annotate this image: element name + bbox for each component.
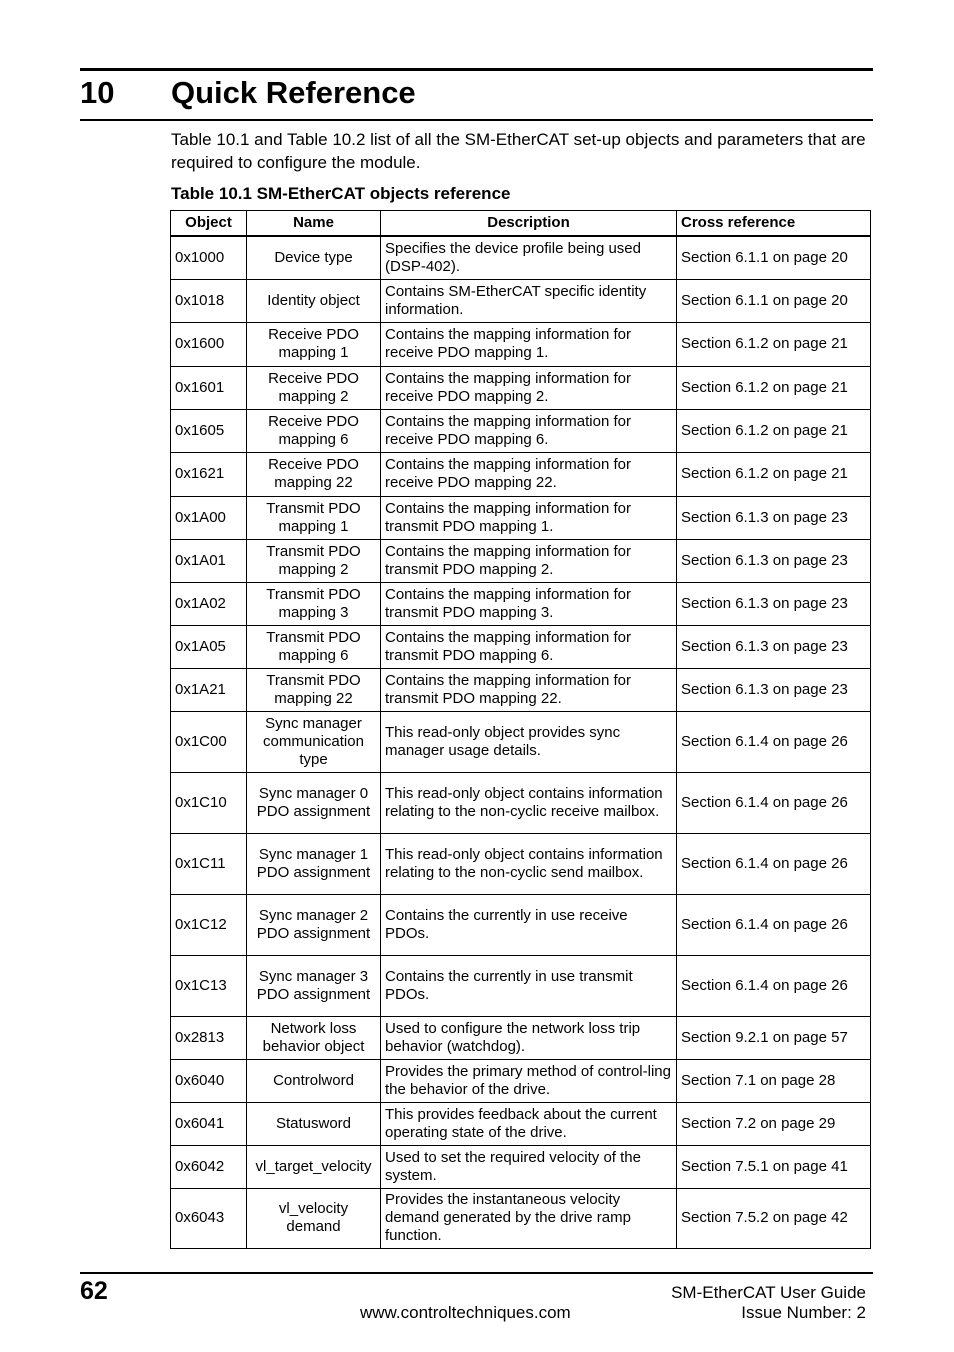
object-cell: 0x1C00 <box>171 711 247 772</box>
description-cell: Contains the mapping information for receive PDO mapping 6. <box>381 409 677 452</box>
top-rule <box>80 68 873 71</box>
name-cell: vl_target_velocity <box>247 1145 381 1188</box>
cross-reference-cell[interactable]: Section 6.1.2 on page 21 <box>677 322 871 366</box>
object-cell: 0x2813 <box>171 1016 247 1059</box>
name-cell: Transmit PDO mapping 3 <box>247 582 381 625</box>
cross-reference-cell[interactable]: Section 6.1.4 on page 26 <box>677 955 871 1016</box>
chapter-number: 10 <box>80 75 115 110</box>
table-row <box>171 1145 871 1188</box>
name-cell: Transmit PDO mapping 6 <box>247 625 381 668</box>
description-cell: Contains the mapping information for receive PDO mapping 2. <box>381 366 677 409</box>
cross-reference-cell[interactable]: Section 6.1.3 on page 23 <box>677 582 871 625</box>
object-cell: 0x1C11 <box>171 833 247 894</box>
description-cell: Contains the mapping information for transmit PDO mapping 1. <box>381 496 677 539</box>
object-cell: 0x1C13 <box>171 955 247 1016</box>
object-cell: 0x6042 <box>171 1145 247 1188</box>
cross-reference-cell[interactable]: Section 7.2 on page 29 <box>677 1102 871 1145</box>
name-cell: Identity object <box>247 279 381 322</box>
cross-reference-cell[interactable]: Section 7.1 on page 28 <box>677 1059 871 1102</box>
description-cell: This provides feedback about the current operating state of the drive. <box>381 1102 677 1145</box>
object-cell: 0x1000 <box>171 236 247 279</box>
object-cell: 0x6040 <box>171 1059 247 1102</box>
name-cell: Sync manager 3 PDO assignment <box>247 955 381 1016</box>
table-row <box>171 452 871 496</box>
table-row <box>171 894 871 955</box>
name-cell: Sync manager 2 PDO assignment <box>247 894 381 955</box>
name-cell: Receive PDO mapping 1 <box>247 322 381 366</box>
column-header-object: Object <box>171 211 247 237</box>
table-row <box>171 322 871 366</box>
page-number: 62 <box>80 1277 108 1305</box>
guide-title: SM-EtherCAT User Guide <box>671 1283 866 1302</box>
cross-reference-cell[interactable]: Section 6.1.3 on page 23 <box>677 668 871 711</box>
description-cell: Used to configure the network loss trip behavior (watchdog). <box>381 1016 677 1059</box>
cross-reference-cell[interactable]: Section 6.1.3 on page 23 <box>677 496 871 539</box>
object-cell: 0x1A01 <box>171 539 247 582</box>
table-row <box>171 772 871 833</box>
name-cell: Statusword <box>247 1102 381 1145</box>
name-cell: Device type <box>247 236 381 279</box>
table-caption: Table 10.1 SM-EtherCAT objects reference <box>171 184 511 203</box>
issue-number: Issue Number: 2 <box>741 1303 866 1322</box>
column-header-cross-reference: Cross reference <box>677 211 871 237</box>
cross-reference-cell[interactable]: Section 6.1.4 on page 26 <box>677 772 871 833</box>
object-cell: 0x6041 <box>171 1102 247 1145</box>
name-cell: Transmit PDO mapping 1 <box>247 496 381 539</box>
name-cell: Receive PDO mapping 22 <box>247 452 381 496</box>
cross-reference-cell[interactable]: Section 6.1.2 on page 21 <box>677 409 871 452</box>
object-cell: 0x1A05 <box>171 625 247 668</box>
table-row <box>171 236 871 279</box>
object-cell: 0x1C12 <box>171 894 247 955</box>
object-cell: 0x1A02 <box>171 582 247 625</box>
cross-reference-cell[interactable]: Section 7.5.1 on page 41 <box>677 1145 871 1188</box>
name-cell: Transmit PDO mapping 22 <box>247 668 381 711</box>
description-cell: Contains SM-EtherCAT specific identity information. <box>381 279 677 322</box>
object-cell: 0x1600 <box>171 322 247 366</box>
name-cell: Sync manager 0 PDO assignment <box>247 772 381 833</box>
column-header-name: Name <box>247 211 381 237</box>
objects-reference-table <box>170 210 871 1249</box>
chapter-title: Quick Reference <box>171 75 416 110</box>
description-cell: Specifies the device profile being used (DSP-402). <box>381 236 677 279</box>
table-body <box>171 236 871 1248</box>
description-cell: Contains the mapping information for receive PDO mapping 1. <box>381 322 677 366</box>
cross-reference-cell[interactable]: Section 6.1.1 on page 20 <box>677 279 871 322</box>
table-row <box>171 955 871 1016</box>
intro-paragraph: Table 10.1 and Table 10.2 list of all the SM-EtherCAT set-up objects and parameters that are required to configure the module. <box>171 130 866 172</box>
table-row <box>171 409 871 452</box>
table-header-row <box>171 211 871 237</box>
description-cell: This read-only object contains information relating to the non-cyclic receive mailbox. <box>381 772 677 833</box>
description-cell: This read-only object provides sync manager usage details. <box>381 711 677 772</box>
description-cell: Contains the mapping information for transmit PDO mapping 3. <box>381 582 677 625</box>
object-cell: 0x1605 <box>171 409 247 452</box>
description-cell: Used to set the required velocity of the system. <box>381 1145 677 1188</box>
object-cell: 0x1601 <box>171 366 247 409</box>
description-cell: Contains the mapping information for transmit PDO mapping 2. <box>381 539 677 582</box>
name-cell: Controlword <box>247 1059 381 1102</box>
cross-reference-cell[interactable]: Section 6.1.4 on page 26 <box>677 833 871 894</box>
object-cell: 0x1A21 <box>171 668 247 711</box>
object-cell: 0x1621 <box>171 452 247 496</box>
table-row <box>171 366 871 409</box>
description-cell: Contains the currently in use receive PDOs. <box>381 894 677 955</box>
cross-reference-cell[interactable]: Section 6.1.2 on page 21 <box>677 366 871 409</box>
name-cell: Sync manager 1 PDO assignment <box>247 833 381 894</box>
cross-reference-cell[interactable]: Section 7.5.2 on page 42 <box>677 1188 871 1248</box>
name-cell: Sync manager communication type <box>247 711 381 772</box>
table-row <box>171 833 871 894</box>
cross-reference-cell[interactable]: Section 6.1.1 on page 20 <box>677 236 871 279</box>
object-cell: 0x1C10 <box>171 772 247 833</box>
table-row <box>171 582 871 625</box>
description-cell: This read-only object contains information relating to the non-cyclic send mailbox. <box>381 833 677 894</box>
table-row <box>171 279 871 322</box>
table-row <box>171 539 871 582</box>
cross-reference-cell[interactable]: Section 6.1.3 on page 23 <box>677 539 871 582</box>
cross-reference-cell[interactable]: Section 6.1.4 on page 26 <box>677 894 871 955</box>
table-row <box>171 1188 871 1248</box>
description-cell: Contains the mapping information for transmit PDO mapping 6. <box>381 625 677 668</box>
description-cell: Provides the primary method of control-ling the behavior of the drive. <box>381 1059 677 1102</box>
table-row <box>171 625 871 668</box>
table-row <box>171 711 871 772</box>
website-link[interactable]: www.controltechniques.com <box>360 1303 571 1322</box>
table-row <box>171 1059 871 1102</box>
name-cell: Transmit PDO mapping 2 <box>247 539 381 582</box>
description-cell: Contains the mapping information for receive PDO mapping 22. <box>381 452 677 496</box>
description-cell: Provides the instantaneous velocity demand generated by the drive ramp function. <box>381 1188 677 1248</box>
cross-reference-cell[interactable]: Section 6.1.4 on page 26 <box>677 711 871 772</box>
name-cell: Receive PDO mapping 2 <box>247 366 381 409</box>
table-row <box>171 496 871 539</box>
table-row <box>171 1102 871 1145</box>
heading-rule <box>80 119 873 121</box>
table-row <box>171 668 871 711</box>
footer-rule <box>80 1272 873 1274</box>
description-cell: Contains the mapping information for transmit PDO mapping 22. <box>381 668 677 711</box>
cross-reference-cell[interactable]: Section 6.1.2 on page 21 <box>677 452 871 496</box>
object-cell: 0x1018 <box>171 279 247 322</box>
column-header-description: Description <box>381 211 677 237</box>
name-cell: Receive PDO mapping 6 <box>247 409 381 452</box>
name-cell: vl_velocity demand <box>247 1188 381 1248</box>
name-cell: Network loss behavior object <box>247 1016 381 1059</box>
object-cell: 0x6043 <box>171 1188 247 1248</box>
table-row <box>171 1016 871 1059</box>
object-cell: 0x1A00 <box>171 496 247 539</box>
description-cell: Contains the currently in use transmit PDOs. <box>381 955 677 1016</box>
cross-reference-cell[interactable]: Section 6.1.3 on page 23 <box>677 625 871 668</box>
cross-reference-cell[interactable]: Section 9.2.1 on page 57 <box>677 1016 871 1059</box>
